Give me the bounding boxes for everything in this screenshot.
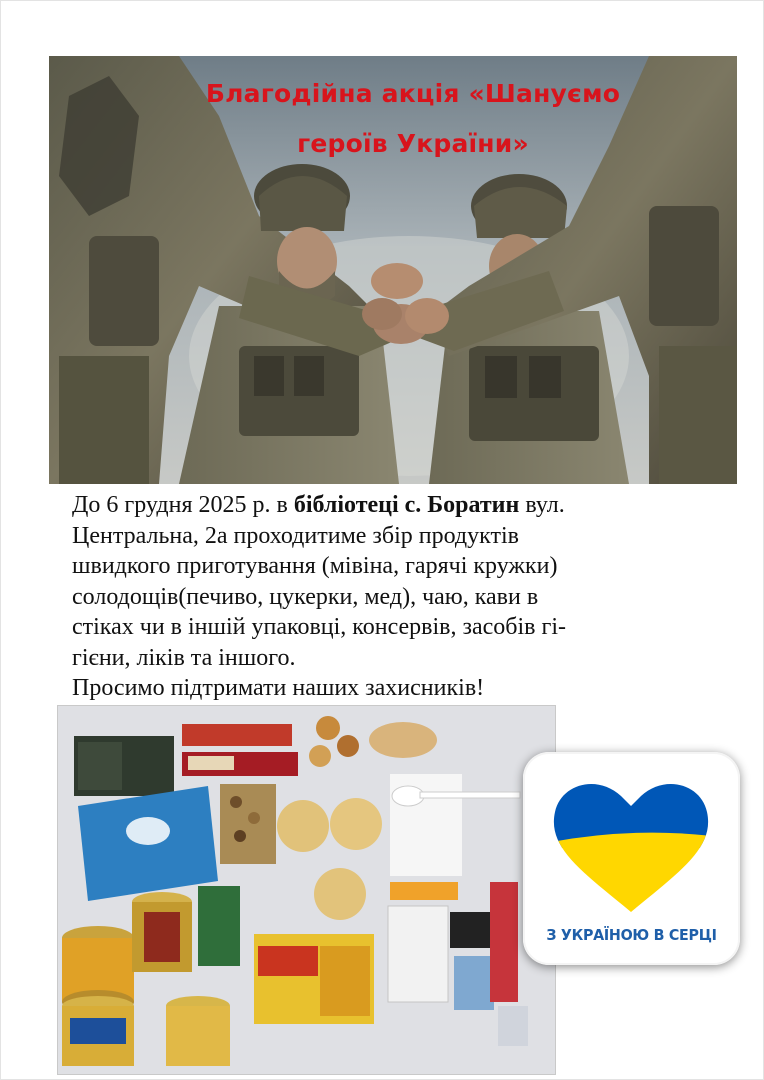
library-name: бібліотеці с. Боратин <box>293 492 520 518</box>
announcement-line-1 <box>72 490 682 521</box>
soldiers-illustration <box>49 56 737 484</box>
badge-caption: З УКРАЇНОЮ В СЕРЦІ <box>546 926 717 944</box>
event-title-line1: Благодійна акція «Шануємо <box>205 79 621 108</box>
appeal-line: Просимо підтримати наших захисників! <box>72 675 485 701</box>
announcement-line-3: швидкого приготування (мівіна, гарячі кружки) <box>72 553 558 579</box>
date-text: До 6 грудня 2025 р. в <box>72 492 294 518</box>
ukraine-heart-badge <box>523 752 740 965</box>
hero-photo <box>49 56 737 484</box>
event-title-line2: героїв України» <box>297 129 529 158</box>
announcement-text <box>72 490 682 704</box>
announcement-line-4: солодощів(печиво, цукерки, мед), чаю, кави в <box>72 583 539 610</box>
announcement-line-5: стіках чи в іншій упаковці, консервів, засобів гі- <box>72 614 567 640</box>
street-abbrev: вул. <box>519 492 565 518</box>
announcement-line-6: гієни, ліків та іншого. <box>72 644 296 671</box>
announcement-line-2: Центральна, 2а проходитиме збір продуктів <box>72 522 519 549</box>
food-items-photo <box>57 705 556 1075</box>
food-items-illustration <box>58 706 555 1074</box>
